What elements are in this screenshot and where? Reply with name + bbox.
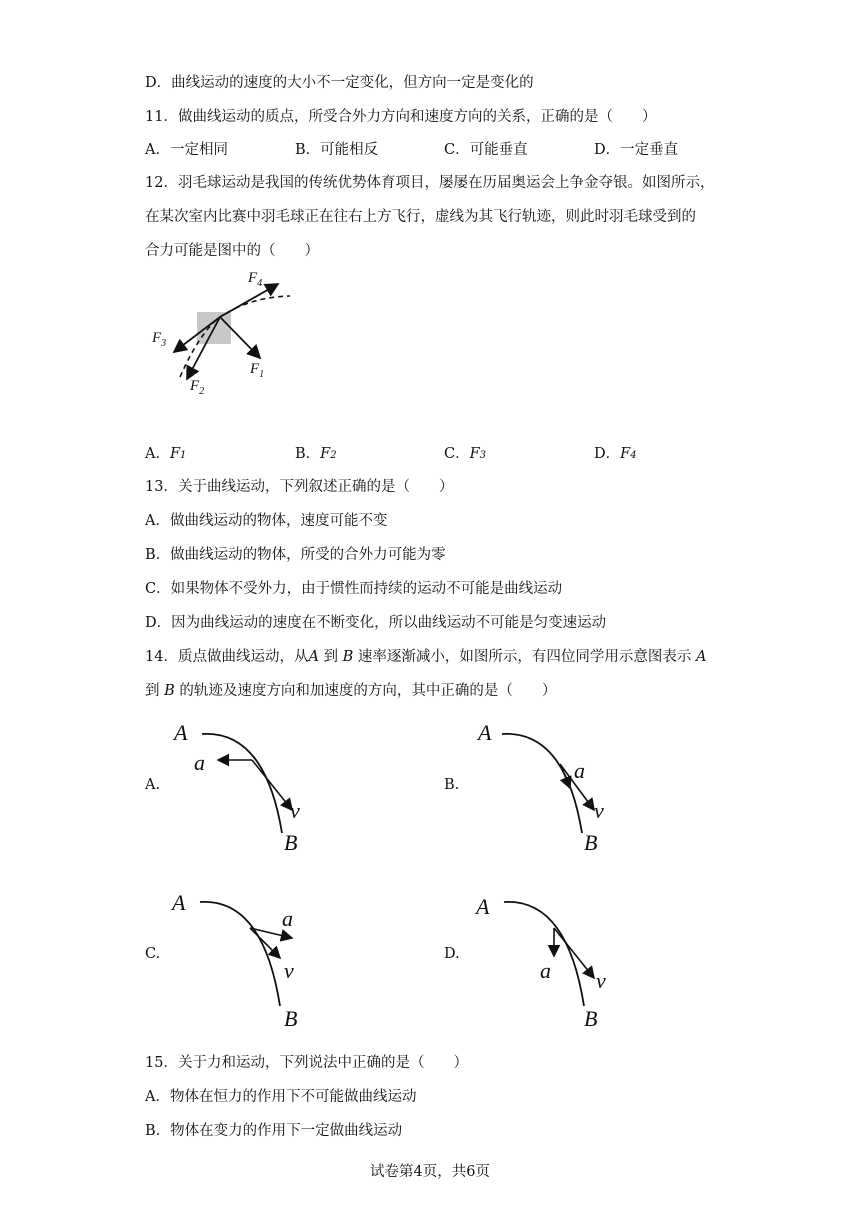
trajectory-curve [504, 902, 584, 1006]
q13-option-d: D．因为曲线运动的速度在不断变化，所以曲线运动不可能是匀变速运动 [145, 615, 607, 631]
q13-option-b: B．做曲线运动的物体，所受的合外力可能为零 [145, 547, 446, 563]
label-f4: $F_4$ [248, 270, 263, 289]
q14-stem-line2: 到 B 的轨迹及速度方向和加速度的方向，其中正确的是（ ） [145, 683, 557, 699]
velocity-v-label: v [596, 968, 606, 993]
q15-stem: 15．关于力和运动，下列说法中正确的是（ ） [145, 1055, 468, 1071]
q12-stem-line1: 12．羽毛球运动是我国的传统优势体育项目，屡屡在历届奥运会上争金夺银。如图所示， [145, 175, 715, 191]
q12-option-a: A．F1 [145, 446, 187, 462]
q14-option-c-label: C. [145, 946, 161, 962]
velocity-arrow [554, 928, 594, 978]
q12-option-b: B．F2 [295, 446, 337, 462]
accel-a-label: a [282, 906, 293, 931]
q10-option-d: D．曲线运动的速度的大小不一定变化，但方向一定是变化的 [145, 75, 534, 91]
point-b-label: B [584, 1006, 598, 1031]
accel-a-label: a [540, 958, 551, 983]
point-b-label: B [284, 830, 298, 855]
q14-figure-a [170, 718, 320, 858]
q12-option-c: C．F3 [444, 446, 487, 462]
label-f1: $F_1$ [250, 361, 265, 380]
point-b-label: B [284, 1006, 298, 1031]
q11-option-c: C．可能垂直 [444, 142, 528, 158]
q14-option-a-label: A. [145, 777, 161, 793]
q12-stem-line2: 在某次室内比赛中羽毛球正在往右上方飞行，虚线为其飞行轨迹，则此时羽毛球受到的 [145, 209, 696, 225]
point-a-label: A [174, 720, 188, 745]
point-a-label: A [476, 894, 490, 919]
velocity-v-label: v [284, 958, 294, 983]
trajectory-curve [200, 902, 280, 1006]
q15-option-a: A．物体在恒力的作用下不可能做曲线运动 [145, 1089, 417, 1105]
accel-a-label: a [574, 758, 585, 783]
velocity-v-label: v [290, 798, 300, 823]
q15-option-b: B．物体在变力的作用下一定做曲线运动 [145, 1123, 403, 1139]
q12-option-d: D．F4 [594, 446, 637, 462]
point-a-label: A [478, 720, 492, 745]
velocity-arrow [252, 760, 292, 810]
q14-figure-d [472, 886, 622, 1031]
force-f4-arrow [220, 284, 278, 317]
q14-figure-c [168, 886, 318, 1031]
shuttlecock-force-diagram [140, 262, 310, 402]
q12-stem-line3: 合力可能是图中的（ ） [145, 243, 319, 259]
q14-figure-b [470, 718, 620, 858]
accel-a-label: a [194, 750, 205, 775]
point-a-label: A [172, 890, 186, 915]
q13-stem: 13．关于曲线运动，下列叙述正确的是（ ） [145, 479, 454, 495]
trajectory-curve [502, 734, 582, 833]
q11-stem: 11．做曲线运动的质点，所受合外力方向和速度方向的关系，正确的是（ ） [145, 109, 657, 125]
q14-option-b-label: B. [444, 777, 460, 793]
q14-option-d-label: D. [444, 946, 460, 962]
label-f2: $F_2$ [190, 378, 205, 397]
q14-stem-line1: 14．质点做曲线运动，从A 到 B 速率逐渐减小，如图所示，有四位同学用示意图表示 A [145, 649, 707, 665]
page-footer: 试卷第4页，共6页 [370, 1164, 490, 1180]
q11-option-d: D．一定垂直 [594, 142, 679, 158]
label-f3: $F_3$ [152, 330, 167, 349]
velocity-v-label: v [594, 798, 604, 823]
q11-option-a: A．一定相同 [145, 142, 228, 158]
point-b-label: B [584, 830, 598, 855]
q13-option-a: A．做曲线运动的物体，速度可能不变 [145, 513, 388, 529]
q11-option-b: B．可能相反 [295, 142, 379, 158]
velocity-arrow [250, 928, 280, 958]
q13-option-c: C．如果物体不受外力，由于惯性而持续的运动不可能是曲线运动 [145, 581, 563, 597]
